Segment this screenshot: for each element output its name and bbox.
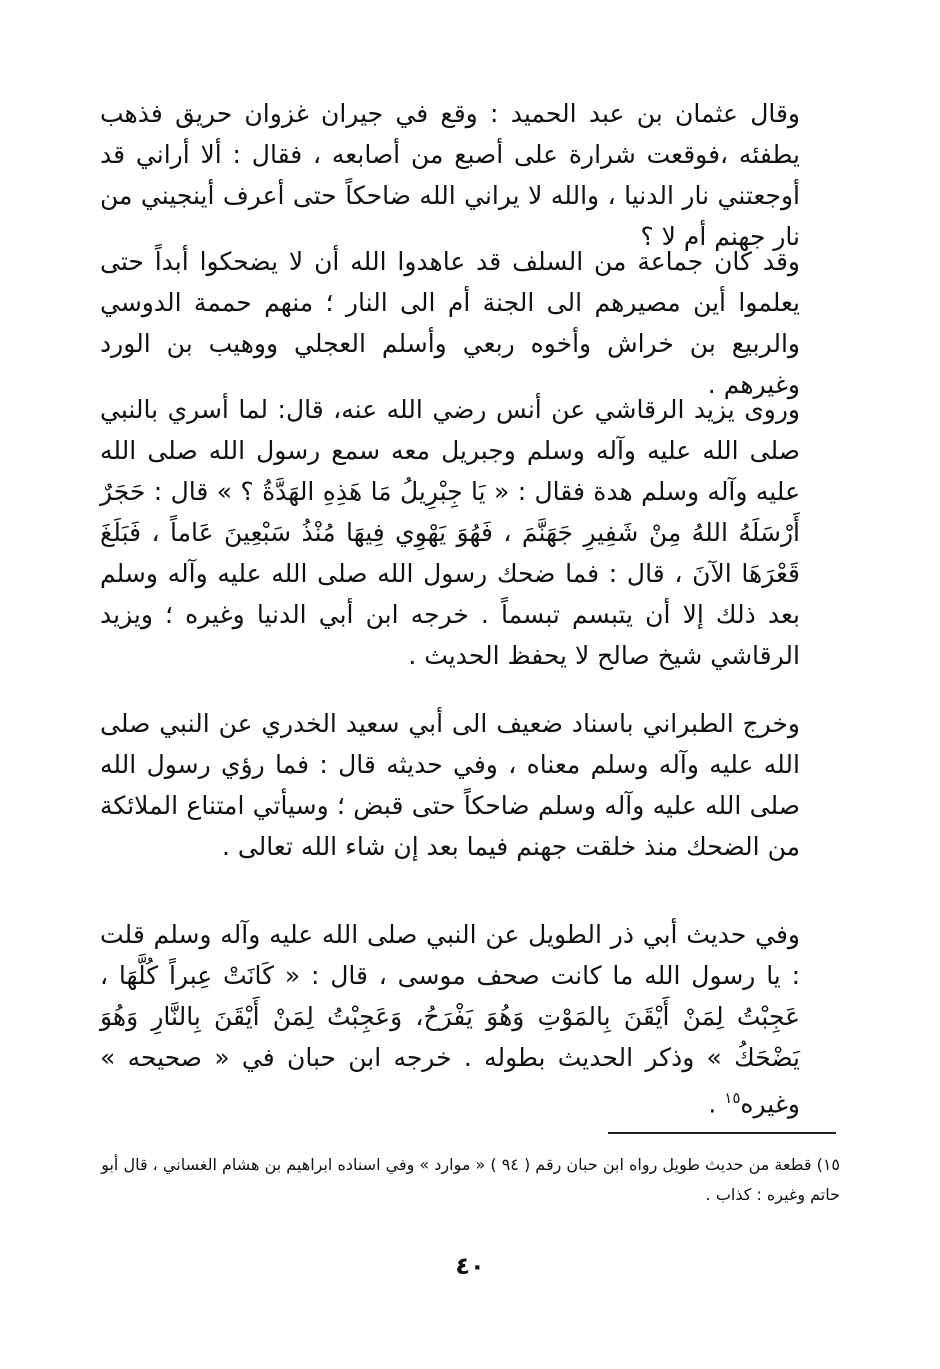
paragraph-abu-dharr [100,914,840,1124]
paragraph-body: وفي حديث أبي ذر الطويل عن النبي صلى الله عليه وآله وسلم قلت : يا رسول الله ما كانت صحف موسى ، قال : « كَانَتْ عِبراً كُلَّهَا ، عَجِبْتُ لِمَنْ أَيْقَنَ بِالمَوْتِ وَهُوَ يَفْرَحُ، وَعَجِبْتُ لِمَنْ أَيْقَنَ بِالنَّارِ وَهُوَ يَضْحَكُ » وذكر الحديث بطوله . خرجه ابن حبان في « صحيحه » وغيره [100,920,800,1119]
paragraph-text: وروى يزيد الرقاشي عن أنس رضي الله عنه، قال: لما أسري بالنبي صلى الله عليه وآله وسلم وجبريل معه سمع رسول الله صلى الله عليه وآله وسلم هدة فقال : « يَا جِبْرِيلُ مَا هَذِهِ الهَدَّةُ ؟ » قال : حَجَرٌ أَرْسَلَهُ اللهُ مِنْ شَفِيرِ جَهَنَّمَ ، فَهُوَ يَهْوِي فِيهَا مُنْذُ سَبْعِينَ عَاماً ، فَبَلَغَ قَعْرَهَا الآنَ ، قال : فما ضحك رسول الله صلى الله عليه وآله وسلم بعد ذلك إلا أن يتبسم تبسماً . خرجه ابن أبي الدنيا وغيره ؛ ويزيد الرقاشي شيخ صالح لا يحفظ الحديث . [100,395,800,670]
footnote-15: ١٥) قطعة من حديث طويل رواه ابن حبان رقم ( ٩٤ ) « موارد » وفي اسناده ابراهيم بن هشام الغساني ، قال أبو حاتم وغيره : كذاب . [101,1155,840,1204]
page-number: ٤٠ [455,1252,485,1280]
footnote-reference[interactable]: ١٥ [724,1089,741,1107]
paragraph-tail: . [708,1089,725,1119]
paragraph-text: وقال عثمان بن عبد الحميد : وقع في جيران غزوان حريق فذهب يطفئه ،فوقعت شرارة على أصبع من أصابعه ، فقال : ألا أراني قد أوجعتني نار الدنيا ، والله لا يراني الله ضاحكاً حتى أعرف أينجيني من نار جهنم أم لا ؟ [100,99,800,251]
paragraph-tabarani [100,703,840,867]
paragraph-text: وقد كان جماعة من السلف قد عاهدوا الله أن لا يضحكوا أبداً حتى يعلموا أين مصيرهم الى الجنة أم الى النار ؛ منهم حممة الدوسي والربيع بن خراش وأخوه ربعي وأسلم العجلي ووهيب بن الورد وغيرهم . [100,247,800,399]
paragraph-text: وخرج الطبراني باسناد ضعيف الى أبي سعيد الخدري عن النبي صلى الله عليه وآله وسلم معناه ، وفي حديثه قال : فما رؤي رسول الله صلى الله عليه وآله وسلم ضاحكاً حتى قبض ؛ وسيأتي امتناع الملائكة من الضحك منذ خلقت جهنم فيما بعد إن شاء الله تعالى . [100,709,800,861]
paragraph-text [100,914,840,1124]
footnote-divider [608,1132,836,1134]
paragraph-uthman [100,93,840,257]
paragraph-salaf [100,241,840,405]
paragraph-raqashi [100,389,840,676]
